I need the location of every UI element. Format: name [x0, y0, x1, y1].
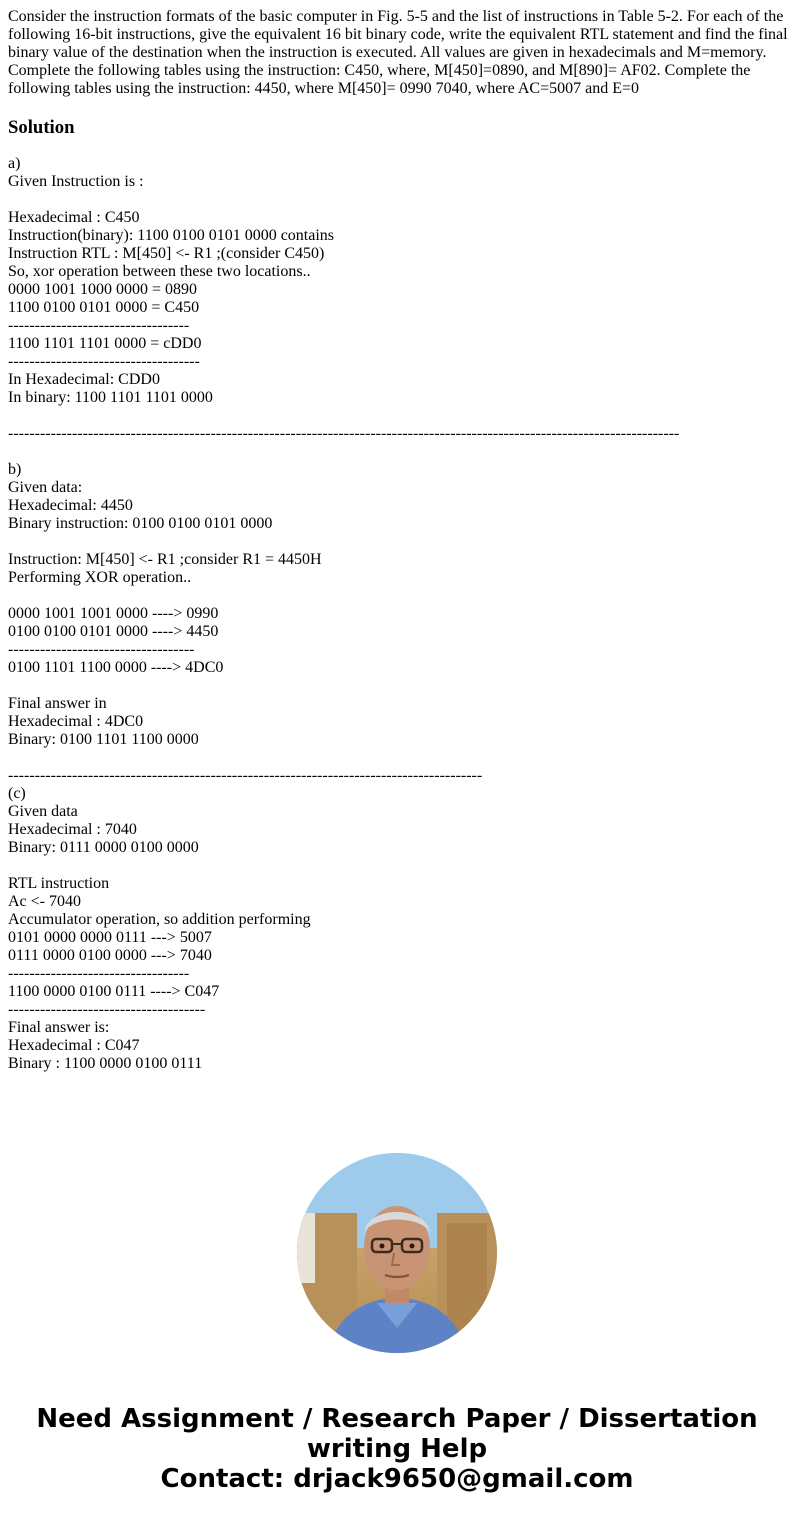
solution-line: Given data: [8, 479, 83, 496]
solution-line: Final answer in [8, 695, 107, 712]
solution-line: 0111 0000 0100 0000 ---> 7040 [8, 947, 212, 964]
solution-line: 0000 1001 1000 0000 = 0890 [8, 281, 198, 298]
solution-line: Hexadecimal: 4450 [8, 497, 133, 514]
solution-line: ----------------------------------- [8, 641, 195, 658]
solution-line: Hexadecimal : C450 [8, 209, 140, 226]
solution-line [8, 443, 788, 461]
solution-line: Binary: 0100 1101 1100 0000 [8, 731, 199, 748]
solution-line: 0100 1101 1100 0000 ----> 4DC0 [8, 659, 224, 676]
solution-line [8, 677, 788, 695]
solution-line: (c) [8, 785, 26, 802]
solution-line: b) [8, 461, 22, 478]
solution-line [8, 407, 788, 425]
solution-line: 1100 1101 1101 0000 = cDD0 [8, 335, 202, 352]
solution-line: ------------------------------------- [8, 1001, 206, 1018]
portrait-illustration [297, 1153, 497, 1353]
author-photo [297, 1153, 497, 1353]
solution-line: Ac <- 7040 [8, 893, 82, 910]
solution-line: 1100 0100 0101 0000 = C450 [8, 299, 200, 316]
solution-line: Given Instruction is : [8, 173, 144, 190]
solution-line [8, 749, 788, 767]
solution-line: 0100 0100 0101 0000 ----> 4450 [8, 623, 219, 640]
solution-line [8, 191, 788, 209]
solution-line: ----------------------------------------------------------------------------------------- [8, 767, 483, 784]
solution-line: Instruction RTL : M[450] <- R1 ;(consider C450) [8, 245, 325, 262]
solution-line: 1100 0000 0100 0111 ----> C047 [8, 983, 220, 1000]
solution-body [8, 155, 788, 1073]
solution-line: In Hexadecimal: CDD0 [8, 371, 160, 388]
footer-line-3: Contact: drjack9650@gmail.com [160, 1464, 634, 1494]
solution-line [8, 587, 788, 605]
solution-line [8, 533, 788, 551]
question-text: Consider the instruction formats of the basic computer in Fig. 5-5 and the list of instructions in Table 5-2. For each of the following 16-bit instructions, give the equivalent 16 bit binary code, write the equivalent RTL statement and find the final binary value of the destination when the instruction is executed. All values are given in hexadecimals and M=memory. Complete the following tables using the instruction: C450, where, M[450]=0890, and M[890]= AF02. Complete the following tables using the instruction: 4450, where M[450]= 0990 7040, where AC=5007 and E=0 [8, 8, 788, 97]
solution-line: Hexadecimal : 4DC0 [8, 713, 144, 730]
solution-line: ------------------------------------------------------------------------------------------------------------------------------ [8, 425, 680, 442]
solution-line: ---------------------------------- [8, 965, 190, 982]
solution-line: ------------------------------------ [8, 353, 200, 370]
solution-line: Instruction(binary): 1100 0100 0101 0000 contains [8, 227, 335, 244]
solution-line: Hexadecimal : 7040 [8, 821, 137, 838]
solution-line: a) [8, 155, 21, 172]
solution-line [8, 857, 788, 875]
solution-line: So, xor operation between these two locations.. [8, 263, 311, 280]
solution-line: Performing XOR operation.. [8, 569, 192, 586]
solution-line: Binary instruction: 0100 0100 0101 0000 [8, 515, 273, 532]
solution-line: ---------------------------------- [8, 317, 190, 334]
solution-line: Given data [8, 803, 78, 820]
footer-line-2: writing Help [306, 1434, 488, 1464]
solution-line: Instruction: M[450] <- R1 ;consider R1 = 4450H [8, 551, 322, 568]
solution-line: RTL instruction [8, 875, 110, 892]
solution-line: Final answer is: [8, 1019, 110, 1036]
solution-line: Binary: 0111 0000 0100 0000 [8, 839, 199, 856]
footer-line-1: Need Assignment / Research Paper / Dissertation [36, 1404, 758, 1434]
solution-line: In binary: 1100 1101 1101 0000 [8, 389, 213, 406]
solution-line: 0000 1001 1001 0000 ----> 0990 [8, 605, 219, 622]
solution-line: Accumulator operation, so addition performing [8, 911, 311, 928]
footer-banner [0, 1404, 794, 1494]
document-content [8, 8, 788, 1073]
solution-line: Binary : 1100 0000 0100 0111 [8, 1055, 203, 1072]
solution-line: 0101 0000 0000 0111 ---> 5007 [8, 929, 212, 946]
solution-heading: Solution [8, 117, 75, 138]
solution-line: Hexadecimal : C047 [8, 1037, 140, 1054]
